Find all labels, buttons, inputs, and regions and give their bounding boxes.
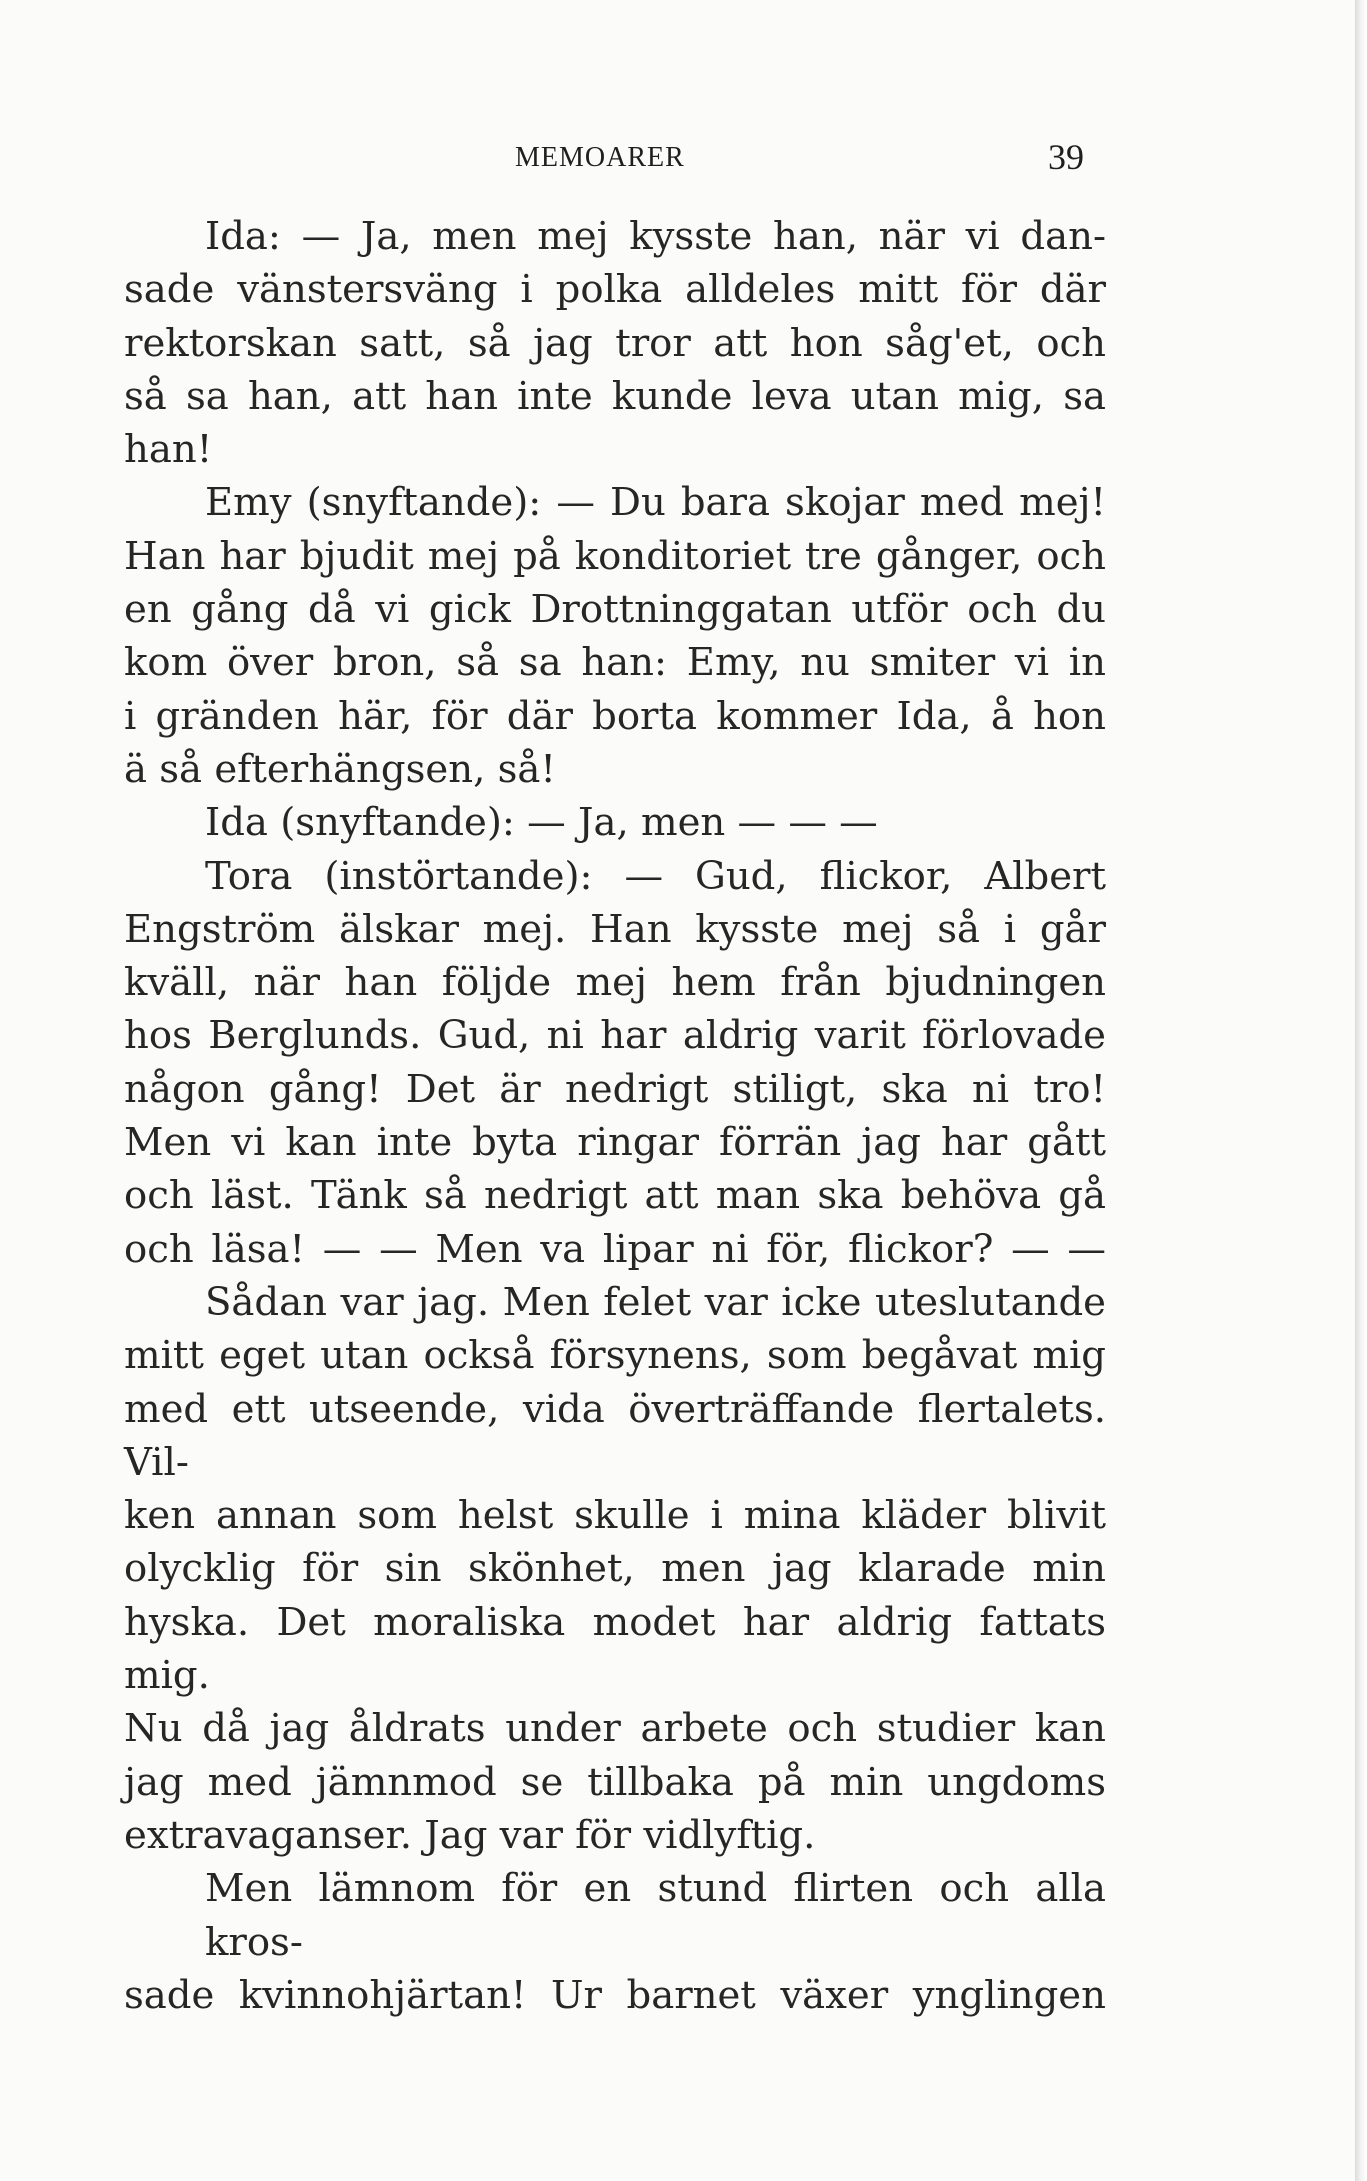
text-line: han! bbox=[124, 427, 213, 473]
page-edge bbox=[1355, 0, 1367, 2181]
running-title: MEMOARER bbox=[515, 142, 685, 173]
text-line: en gång då vi gick Drottninggatan utför och du bbox=[124, 587, 1106, 633]
text-line: i gränden här, för där borta kommer Ida, å hon bbox=[124, 693, 1106, 739]
text-line: någon gång! Det är nedrigt stiligt, ska ni tro! bbox=[124, 1066, 1106, 1112]
text-line: Men lämnom för en stund flirten och alla kros- bbox=[205, 1866, 1106, 1965]
text-line: hos Berglunds. Gud, ni har aldrig varit förlovade bbox=[124, 1013, 1106, 1059]
paragraph bbox=[124, 476, 1106, 796]
text-line: Sådan var jag. Men felet var icke uteslutande bbox=[205, 1279, 1106, 1325]
text-line: kväll, när han följde mej hem från bjudningen bbox=[124, 960, 1106, 1006]
paragraph bbox=[124, 850, 1106, 1276]
text-line: Nu då jag åldrats under arbete och studier kan bbox=[124, 1706, 1106, 1752]
page-header bbox=[0, 136, 1367, 186]
text-line: olycklig för sin skönhet, men jag klarade min bbox=[124, 1546, 1106, 1592]
text-line: ä så efterhängsen, så! bbox=[124, 746, 556, 792]
text-line: Engström älskar mej. Han kysste mej så i går bbox=[124, 906, 1106, 952]
paragraph bbox=[124, 210, 1106, 476]
text-line: så sa han, att han inte kunde leva utan mig, sa bbox=[124, 373, 1106, 419]
text-line: mitt eget utan också försynens, som begåvat mig bbox=[124, 1333, 1106, 1379]
paragraph bbox=[124, 1276, 1106, 1862]
text-line: jag med jämnmod se tillbaka på min ungdoms bbox=[124, 1759, 1106, 1805]
body-text bbox=[124, 210, 1106, 2022]
text-line: och läst. Tänk så nedrigt att man ska behöva gå bbox=[124, 1173, 1106, 1219]
text-line: Ida (snyftande): — Ja, men — — — bbox=[205, 800, 878, 846]
text-line: sade vänstersväng i polka alldeles mitt för där bbox=[124, 267, 1106, 313]
text-line: med ett utseende, vida överträffande flertalets. Vil- bbox=[124, 1386, 1106, 1485]
text-line: kom över bron, så sa han: Emy, nu smiter vi in bbox=[124, 640, 1106, 686]
text-line: hyska. Det moraliska modet har aldrig fattats mig. bbox=[124, 1599, 1106, 1699]
paragraph bbox=[124, 796, 1106, 849]
text-line: extravaganser. Jag var för vidlyftig. bbox=[124, 1812, 816, 1858]
text-line: sade kvinnohjärtan! Ur barnet växer ynglingen bbox=[124, 1972, 1106, 2018]
text-line: Men vi kan inte byta ringar förrän jag har gått bbox=[124, 1120, 1106, 1166]
text-line: Tora (instörtande): — Gud, flickor, Albert bbox=[205, 853, 1106, 899]
text-line: och läsa! — — Men va lipar ni för, flickor? — — bbox=[124, 1226, 1106, 1272]
text-line: Emy (snyftande): — Du bara skojar med mej! bbox=[205, 480, 1106, 526]
page-number: 39 bbox=[1048, 137, 1084, 177]
text-line: ken annan som helst skulle i mina kläder blivit bbox=[124, 1493, 1106, 1539]
text-line: Han har bjudit mej på konditoriet tre gånger, och bbox=[124, 533, 1106, 579]
text-line: Ida: — Ja, men mej kysste han, när vi dan- bbox=[205, 214, 1106, 259]
text-line: rektorskan satt, så jag tror att hon såg'et, och bbox=[124, 320, 1106, 366]
paragraph bbox=[124, 1862, 1106, 2022]
